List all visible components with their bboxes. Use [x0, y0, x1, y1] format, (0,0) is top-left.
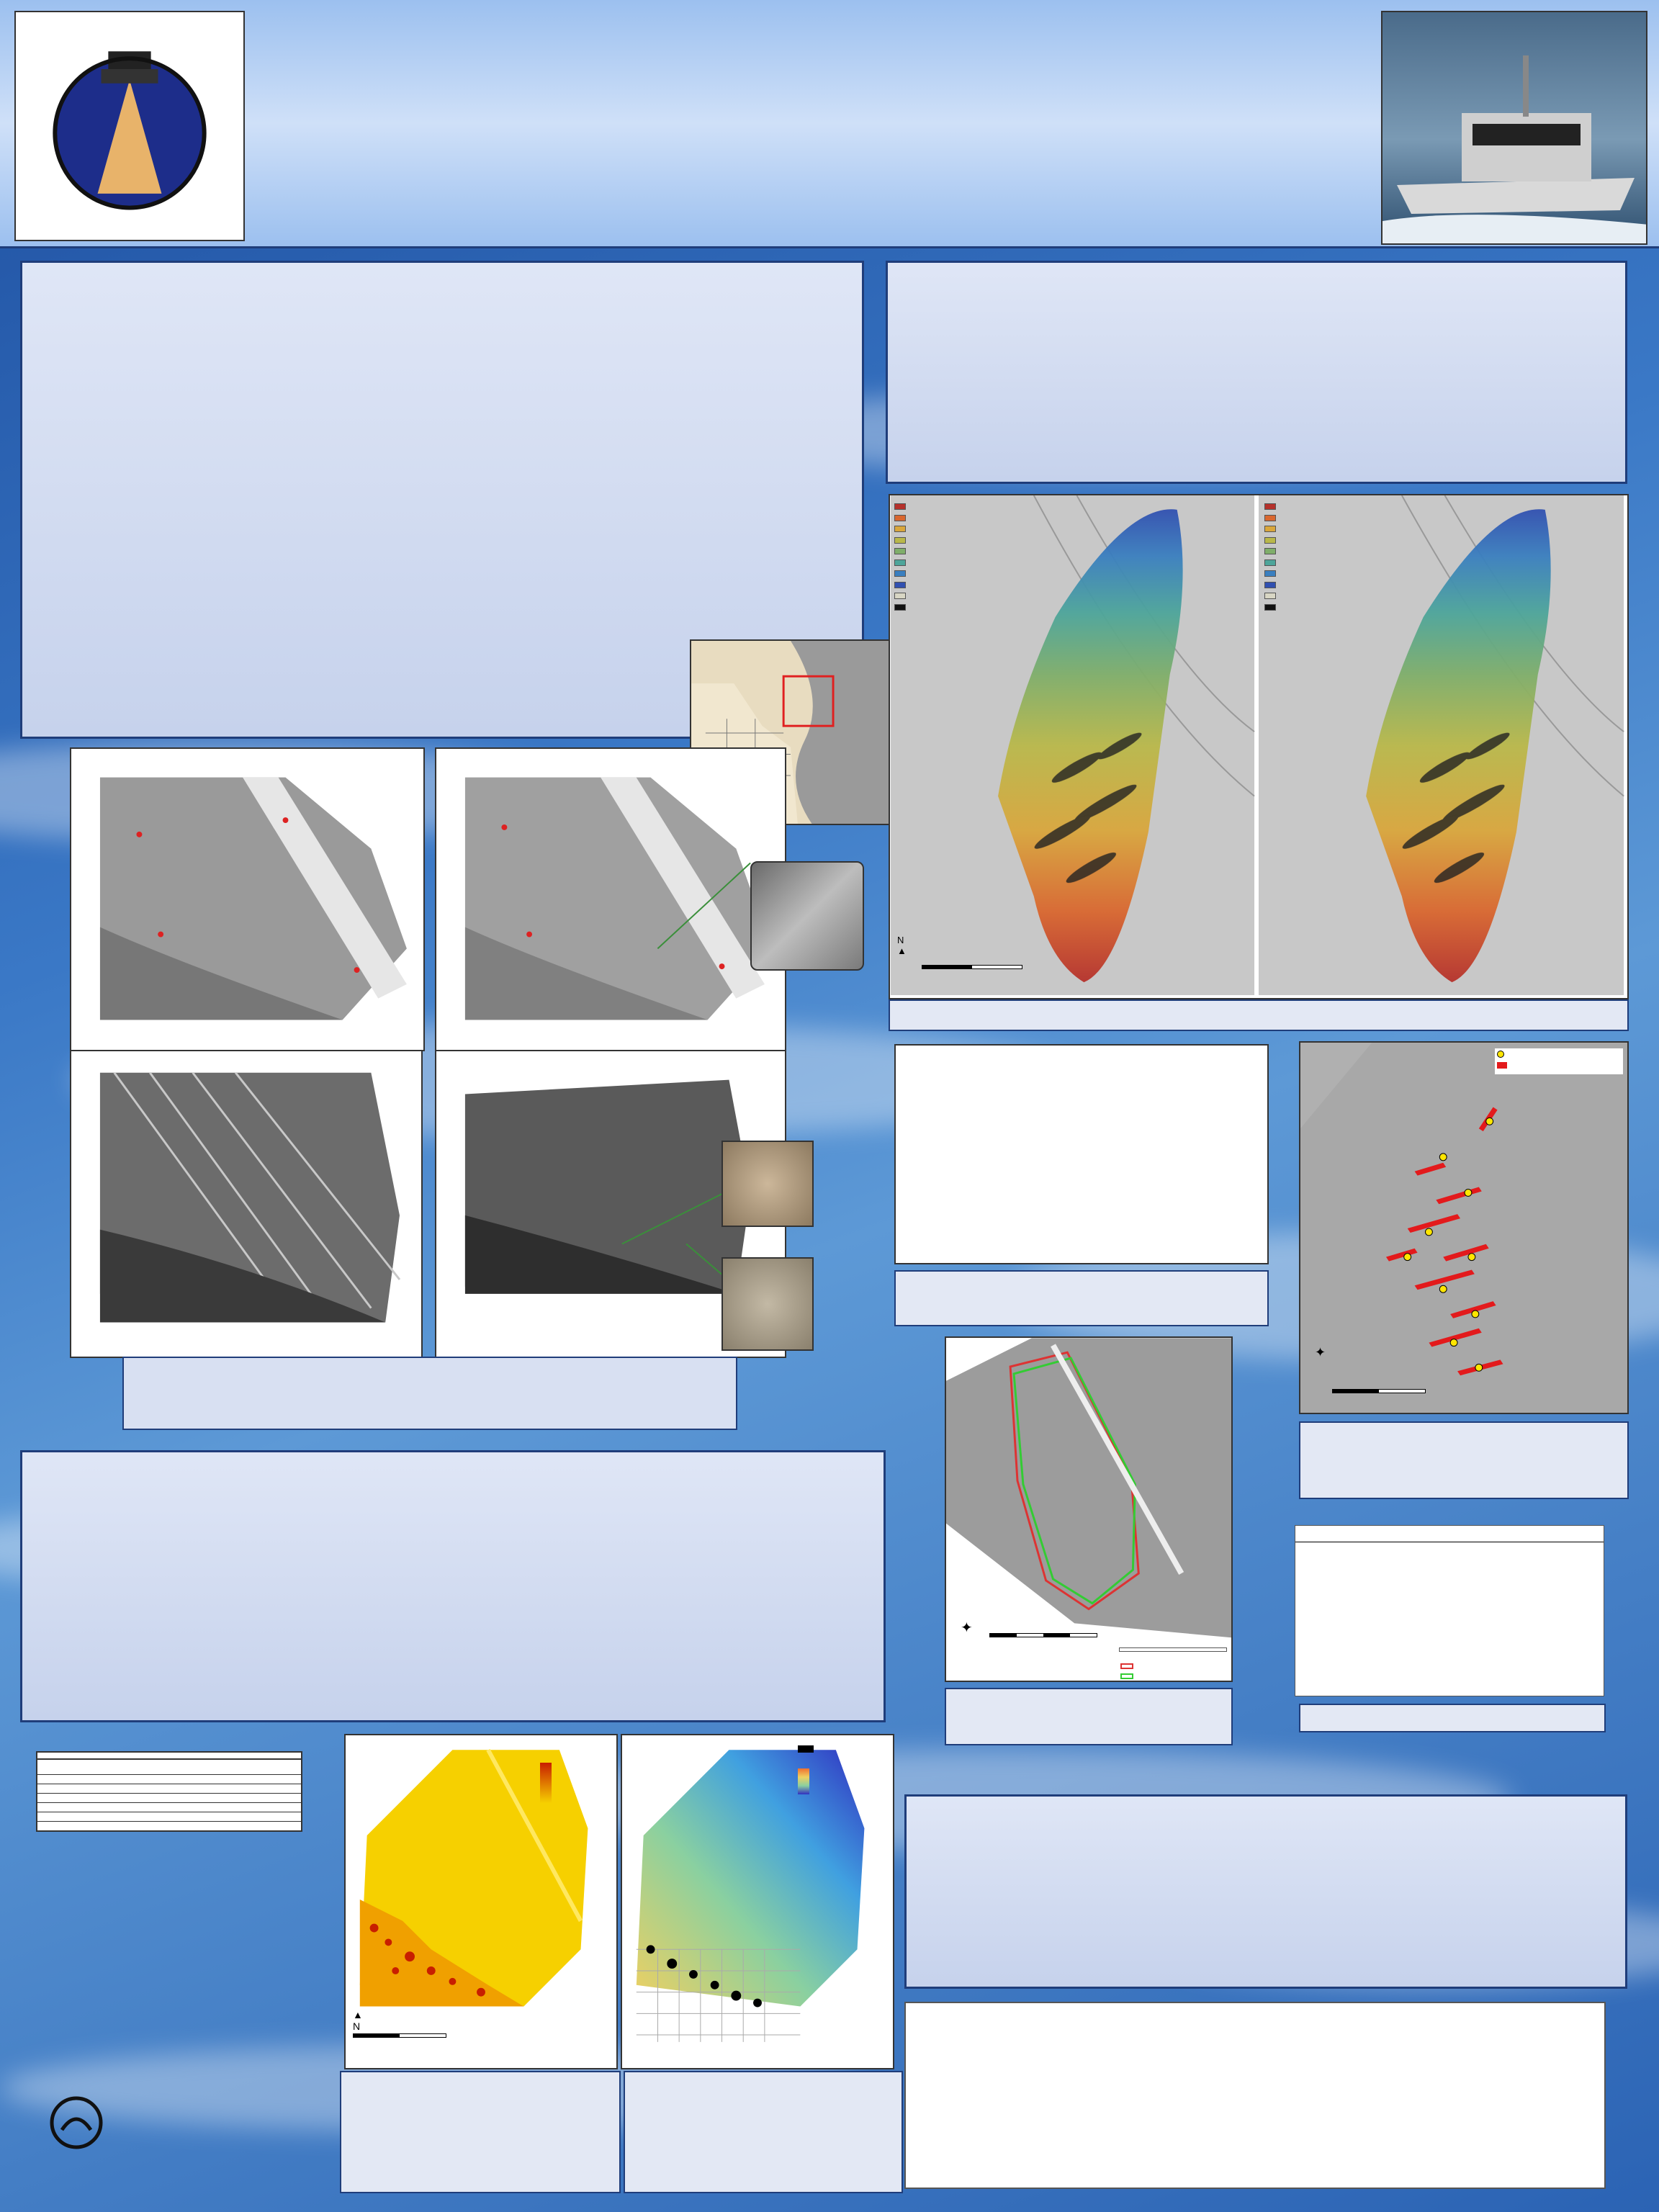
figure-4-scale-bar — [897, 935, 1022, 978]
table-row — [37, 1794, 301, 1803]
figure-4-legend-2000 — [894, 500, 910, 614]
north-arrow-icon: ▲ N — [353, 2009, 363, 2032]
table-cell — [1375, 1563, 1452, 1583]
legend-swatch — [1264, 593, 1276, 599]
legend-swatch — [894, 570, 906, 577]
table-cell — [178, 1794, 239, 1803]
legend-swatch — [894, 537, 906, 544]
table-cell — [1295, 1563, 1375, 1583]
figure-3-caption — [624, 2071, 903, 2193]
table-header — [1527, 1526, 1604, 1542]
legend-item — [894, 581, 910, 593]
table-header — [1452, 1526, 1528, 1542]
legend-item — [894, 603, 910, 615]
figure-7-caption — [945, 1688, 1233, 1745]
csumb-seal-icon — [48, 2094, 105, 2152]
legend-list — [1264, 503, 1280, 614]
table-2 — [1295, 1525, 1604, 1696]
table-cell — [1527, 1583, 1604, 1603]
table-1 — [36, 1751, 302, 1832]
table-row — [1295, 1526, 1604, 1542]
table-cell — [1295, 1583, 1375, 1603]
seafloor-lab-logo — [14, 11, 245, 241]
table-header — [1375, 1526, 1452, 1542]
legend-item — [1264, 592, 1280, 603]
msl-gradient — [798, 1768, 809, 1794]
figure-4-caption — [889, 999, 1629, 1031]
table-cell — [178, 1812, 239, 1822]
figure-1a-hillshade-2000 — [70, 747, 425, 1051]
figure-2-caption — [340, 2071, 621, 2193]
table-cell — [1452, 1542, 1528, 1563]
legend-swatch — [1264, 570, 1276, 577]
table-cell — [1375, 1583, 1452, 1603]
figure-3-legend — [798, 1744, 891, 1758]
table-2-caption — [1299, 1704, 1606, 1732]
table-cell — [117, 1784, 178, 1794]
legend-swatch — [1264, 548, 1276, 554]
legend-swatch — [1264, 559, 1276, 566]
table-2-grid — [1295, 1526, 1604, 1603]
legend-item — [1264, 536, 1280, 548]
table-row — [37, 1775, 301, 1784]
figure-6-caption — [1299, 1421, 1629, 1499]
figure-6-scale-bar — [1310, 1345, 1426, 1402]
figure-7-legend — [1119, 1647, 1227, 1652]
table-cell — [240, 1803, 301, 1812]
compass-icon: ✦ — [961, 1620, 973, 1636]
figure-1c-backscatter-2000 — [70, 1050, 423, 1358]
results-panel — [886, 261, 1627, 484]
figure-5-bar-chart — [894, 1044, 1269, 1264]
table-cell — [240, 1822, 301, 1831]
legend-swatch — [894, 515, 906, 521]
table-1-title — [37, 1753, 301, 1760]
legend-item-rsd-2000 — [1120, 1672, 1136, 1682]
table-cell — [1527, 1542, 1604, 1563]
figure-4-depth-zone-maps — [889, 494, 1629, 999]
figure-1b-hillshade-2010 — [435, 747, 786, 1051]
legend-item — [894, 559, 910, 570]
figure-2-scale-bar — [353, 2009, 446, 2046]
sediment-inset-ripples — [750, 861, 864, 971]
legend-swatch — [894, 559, 906, 566]
table-cell — [1295, 1542, 1375, 1563]
legend-item-sample-points — [1497, 1051, 1621, 1061]
table-row — [37, 1803, 301, 1812]
table-cell — [117, 1794, 178, 1803]
table-cell — [117, 1822, 178, 1831]
rugosity-gradient — [540, 1763, 552, 1803]
legend-item — [1264, 570, 1280, 581]
figure-3-rocky-habitat-map — [621, 1734, 894, 2069]
legend-item — [894, 536, 910, 548]
figure-5-caption — [894, 1270, 1269, 1326]
table-row — [1295, 1563, 1604, 1583]
legend-swatch — [1264, 604, 1276, 611]
figure-1-caption — [122, 1357, 737, 1430]
compass-icon: ✦ — [1315, 1345, 1326, 1359]
csumb-footer-logo — [48, 2088, 328, 2157]
figure-7-rsd-field-extents-map — [945, 1336, 1233, 1682]
table-row — [37, 1760, 301, 1775]
figure-7-scale-bar — [961, 1620, 1097, 1645]
table-1-caption — [36, 1973, 302, 1982]
legend-item — [894, 592, 910, 603]
literature-cited-panel — [904, 2002, 1606, 2189]
legend-item — [1264, 559, 1280, 570]
table-cell — [178, 1775, 239, 1784]
legend-swatch — [1264, 503, 1276, 510]
legend-swatch — [894, 526, 906, 532]
table-cell — [240, 1794, 301, 1803]
table-cell — [37, 1803, 117, 1812]
legend-item-persistent-depressions — [1497, 1061, 1621, 1072]
table-cell — [178, 1803, 239, 1812]
table-header — [240, 1760, 301, 1775]
table-cell — [240, 1775, 301, 1784]
discussion-panel — [904, 1794, 1627, 1989]
legend-swatch — [894, 604, 906, 611]
table-header — [178, 1760, 239, 1775]
north-arrow-icon: N ▲ — [897, 935, 907, 956]
table-row — [37, 1822, 301, 1831]
table-row — [1295, 1542, 1604, 1563]
rugosity-legend — [540, 1747, 612, 1761]
legend-item — [1264, 547, 1280, 559]
table-cell — [37, 1775, 117, 1784]
boat-photo — [1381, 11, 1647, 245]
table-cell — [37, 1812, 117, 1822]
table-cell — [240, 1784, 301, 1794]
percent-cover-chart — [896, 1046, 1267, 1263]
table-cell — [1452, 1583, 1528, 1603]
table-cell — [1452, 1563, 1528, 1583]
table-cell — [1375, 1542, 1452, 1563]
legend-item-rocky-habitat — [798, 1744, 891, 1755]
table-cell — [178, 1822, 239, 1831]
legend-swatch — [894, 548, 906, 554]
legend-item — [894, 547, 910, 559]
legend-item — [894, 503, 910, 514]
legend-item — [1264, 514, 1280, 526]
table-header — [1295, 1526, 1375, 1542]
legend-swatch — [1264, 582, 1276, 588]
legend-list — [894, 503, 910, 614]
table-cell — [178, 1784, 239, 1794]
legend-item-rsd-2010 — [1120, 1662, 1136, 1672]
table-cell — [240, 1812, 301, 1822]
figure-6-legend — [1495, 1048, 1623, 1074]
table-row — [1295, 1583, 1604, 1603]
table-header — [37, 1760, 117, 1775]
methods-panel — [20, 1450, 886, 1722]
figure-2-rugosity-map — [344, 1734, 618, 2069]
legend-swatch — [894, 503, 906, 510]
coarse-sediment-inset — [721, 1141, 814, 1227]
table-cell — [117, 1803, 178, 1812]
legend-item — [1264, 503, 1280, 514]
figure-6-persistent-depressions-map — [1299, 1041, 1629, 1414]
figure-7-legend-items — [1120, 1662, 1136, 1682]
table-row — [37, 1812, 301, 1822]
table-cell — [117, 1812, 178, 1822]
table-cell — [37, 1822, 117, 1831]
legend-swatch — [894, 593, 906, 599]
legend-swatch — [1264, 515, 1276, 521]
table-row — [37, 1784, 301, 1794]
table-cell — [37, 1794, 117, 1803]
legend-swatch — [1264, 526, 1276, 532]
legend-item — [894, 514, 910, 526]
legend-item — [894, 570, 910, 581]
table-cell — [117, 1775, 178, 1784]
table-cell — [37, 1784, 117, 1794]
table-cell — [1527, 1563, 1604, 1583]
legend-item — [1264, 581, 1280, 593]
legend-swatch — [894, 582, 906, 588]
table-header — [117, 1760, 178, 1775]
table-1-grid — [37, 1760, 301, 1830]
legend-item — [1264, 525, 1280, 536]
fine-sediment-inset — [721, 1257, 814, 1351]
figure-4-legend-2010 — [1264, 500, 1280, 614]
legend-item — [1264, 603, 1280, 615]
legend-item — [894, 525, 910, 536]
legend-swatch — [1264, 537, 1276, 544]
